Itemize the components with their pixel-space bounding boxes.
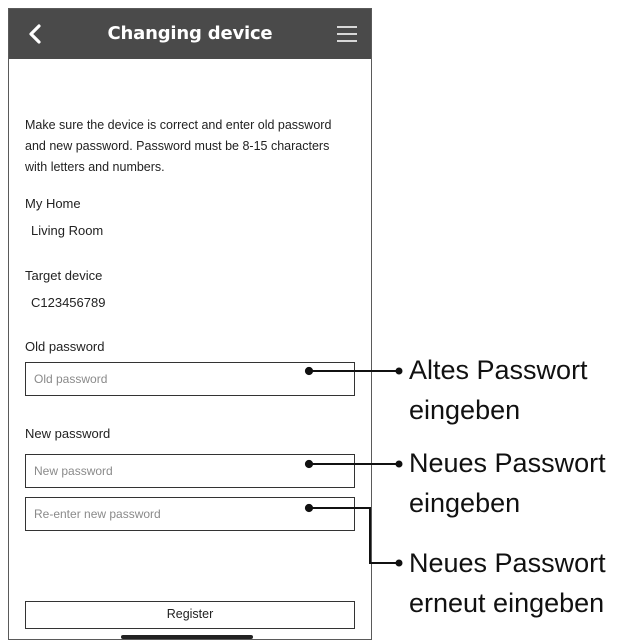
hamburger-icon [337, 26, 357, 28]
chevron-left-icon [27, 24, 43, 44]
new-password-input[interactable] [25, 454, 355, 488]
annotation-old-line2: eingeben [409, 395, 521, 425]
form-content [25, 59, 355, 639]
old-password-input[interactable] [25, 362, 355, 396]
page-title: Changing device password [107, 23, 273, 94]
target-device-label: Target device [25, 268, 103, 283]
home-label: My Home [25, 196, 81, 211]
phone-screen [8, 8, 372, 640]
home-value: Living Room [31, 223, 104, 238]
back-button[interactable] [21, 20, 49, 48]
annotation-new-line2: eingeben [409, 488, 521, 518]
app-header [9, 9, 371, 94]
annotation-new-line1: Neues Passwort [409, 448, 606, 478]
reenter-password-input[interactable] [25, 497, 355, 531]
register-button[interactable]: Register [25, 601, 355, 629]
target-device-value: C123456789 [31, 295, 106, 310]
callout-end-new [396, 461, 402, 467]
old-password-label: Old password [25, 339, 105, 354]
instruction-text: Make sure the device is correct and enter old password and new password. Password must be 8-15 characters with letters and numbers. [25, 118, 332, 174]
callout-end-reenter [396, 560, 402, 566]
callout-end-old [396, 368, 402, 374]
home-indicator [121, 635, 253, 639]
menu-button[interactable] [335, 23, 359, 45]
annotation-reenter-line1: Neues Passwort [409, 548, 606, 578]
annotation-reenter-line2: erneut eingeben [409, 588, 605, 618]
new-password-label: New password [25, 426, 111, 441]
annotation-old-line1: Altes Passwort [409, 355, 588, 385]
